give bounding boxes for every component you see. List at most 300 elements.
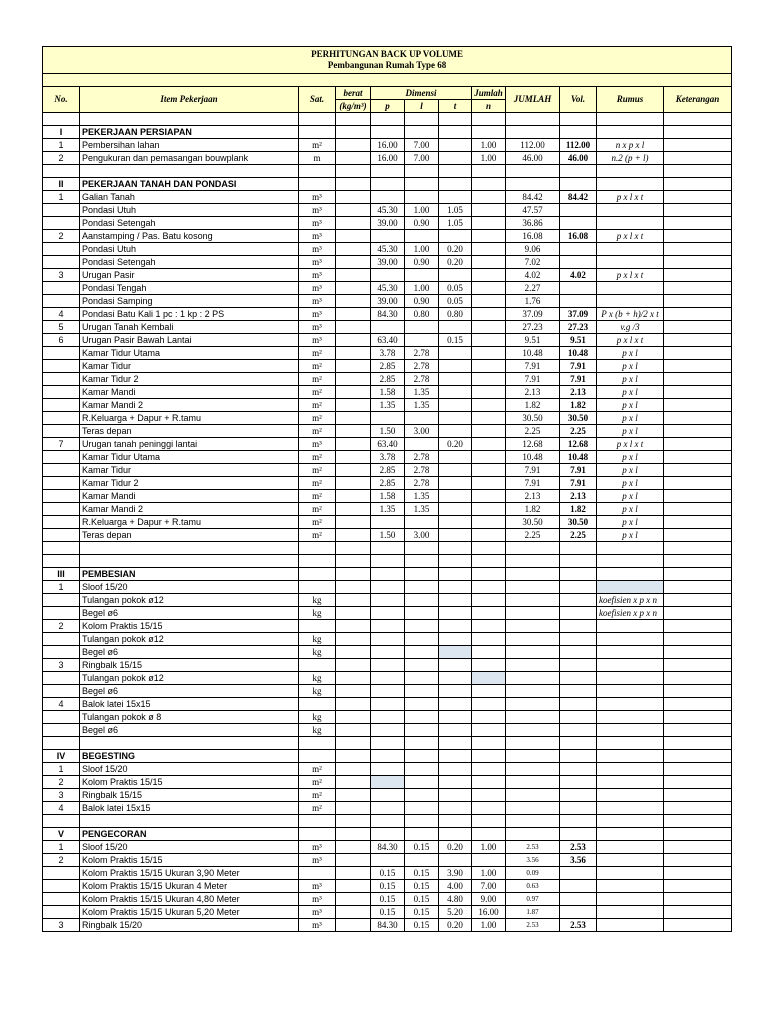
cell-l: 2.78: [405, 451, 439, 464]
cell-vol: [560, 724, 597, 737]
cell-n: 7.00: [472, 880, 506, 893]
cell-sat: m²: [299, 763, 336, 776]
cell-rumus: [597, 685, 664, 698]
cell-keterangan: [664, 269, 732, 282]
cell-no: [43, 724, 80, 737]
cell-jumlah: 7.91: [506, 464, 560, 477]
cell-berat: [336, 633, 371, 646]
cell-t: 0.05: [439, 282, 472, 295]
cell-l: 2.78: [405, 373, 439, 386]
table-row: [43, 672, 732, 685]
cell-sat: kg: [299, 594, 336, 607]
cell-t: [439, 581, 472, 594]
cell-vol: [560, 256, 597, 269]
cell-sat: [299, 178, 336, 191]
cell-item: Kamar Mandi 2: [80, 503, 299, 516]
cell-item: Kolom Praktis 15/15 Ukuran 4,80 Meter: [80, 893, 299, 906]
cell-n: [472, 308, 506, 321]
cell-jumlah: [506, 113, 560, 126]
cell-l: 2.78: [405, 477, 439, 490]
table-row: [43, 594, 732, 607]
cell-t: [439, 126, 472, 139]
cell-berat: [336, 880, 371, 893]
cell-p: [371, 737, 405, 750]
cell-l: [405, 646, 439, 659]
cell-keterangan: [664, 607, 732, 620]
cell-keterangan: [664, 399, 732, 412]
cell-p: [371, 126, 405, 139]
cell-n: [472, 191, 506, 204]
cell-item: Sloof 15/20: [80, 581, 299, 594]
cell-p: 3.78: [371, 347, 405, 360]
cell-l: [405, 711, 439, 724]
cell-keterangan: [664, 152, 732, 165]
cell-sat: m²: [299, 477, 336, 490]
table-row: [43, 841, 732, 854]
cell-rumus: [597, 282, 664, 295]
cell-no: 2: [43, 776, 80, 789]
spacer-row: [43, 555, 732, 568]
cell-keterangan: [664, 815, 732, 828]
cell-p: [371, 178, 405, 191]
cell-berat: [336, 152, 371, 165]
cell-no: [43, 594, 80, 607]
table-row: [43, 334, 732, 347]
cell-p: 84.30: [371, 841, 405, 854]
cell-jumlah: 10.48: [506, 347, 560, 360]
cell-vol: 30.50: [560, 516, 597, 529]
cell-rumus: n.2 (p + l): [597, 152, 664, 165]
cell-berat: [336, 516, 371, 529]
cell-sat: [299, 828, 336, 841]
cell-item: [80, 113, 299, 126]
section-row: [43, 126, 732, 139]
cell-berat: [336, 269, 371, 282]
cell-item: Urugan tanah peninggi lantai: [80, 438, 299, 451]
cell-l: [405, 594, 439, 607]
cell-n: [472, 750, 506, 763]
cell-no: 3: [43, 659, 80, 672]
table-row: [43, 217, 732, 230]
cell-vol: [560, 594, 597, 607]
cell-t: [439, 672, 472, 685]
cell-sat: m³: [299, 321, 336, 334]
cell-p: [371, 191, 405, 204]
cell-l: [405, 581, 439, 594]
cell-item: Sloof 15/20: [80, 763, 299, 776]
header-sat: Sat.: [299, 87, 336, 113]
cell-jumlah: 36.86: [506, 217, 560, 230]
cell-item: Pondasi Utuh: [80, 243, 299, 256]
cell-keterangan: [664, 646, 732, 659]
cell-keterangan: [664, 230, 732, 243]
cell-berat: [336, 165, 371, 178]
cell-n: [472, 230, 506, 243]
cell-t: 0.20: [439, 438, 472, 451]
cell-l: [405, 763, 439, 776]
cell-item: [80, 165, 299, 178]
cell-p: [371, 607, 405, 620]
cell-item: Balok latei 15x15: [80, 698, 299, 711]
cell-item: Pembersihan lahan: [80, 139, 299, 152]
cell-vol: 84.42: [560, 191, 597, 204]
cell-n: [472, 295, 506, 308]
cell-item: R.Keluarga + Dapur + R.tamu: [80, 412, 299, 425]
cell-t: 1.05: [439, 217, 472, 230]
cell-keterangan: [664, 906, 732, 919]
cell-keterangan: [664, 763, 732, 776]
cell-no: 4: [43, 308, 80, 321]
cell-berat: [336, 321, 371, 334]
cell-jumlah: [506, 581, 560, 594]
cell-t: [439, 347, 472, 360]
cell-vol: [560, 828, 597, 841]
cell-berat: [336, 204, 371, 217]
cell-t: [439, 503, 472, 516]
cell-vol: 27.23: [560, 321, 597, 334]
cell-jumlah: [506, 750, 560, 763]
cell-sat: m²: [299, 425, 336, 438]
cell-l: [405, 789, 439, 802]
cell-no: 1: [43, 581, 80, 594]
cell-t: [439, 568, 472, 581]
cell-jumlah: 2.53: [506, 841, 560, 854]
cell-rumus: p x l: [597, 360, 664, 373]
cell-keterangan: [664, 178, 732, 191]
cell-berat: [336, 815, 371, 828]
cell-l: [405, 516, 439, 529]
cell-keterangan: [664, 256, 732, 269]
cell-n: [472, 282, 506, 295]
cell-rumus: p x l: [597, 477, 664, 490]
cell-p: 0.15: [371, 893, 405, 906]
cell-jumlah: [506, 633, 560, 646]
cell-vol: 30.50: [560, 412, 597, 425]
cell-vol: 7.91: [560, 360, 597, 373]
cell-jumlah: [506, 594, 560, 607]
cell-sat: m³: [299, 256, 336, 269]
cell-no: 6: [43, 334, 80, 347]
cell-l: 1.00: [405, 204, 439, 217]
cell-n: [472, 464, 506, 477]
cell-jumlah: 1.76: [506, 295, 560, 308]
cell-item: BEGESTING: [80, 750, 299, 763]
cell-l: 0.15: [405, 867, 439, 880]
cell-vol: [560, 815, 597, 828]
cell-t: [439, 802, 472, 815]
cell-rumus: P x (b + h)/2 x t: [597, 308, 664, 321]
table-row: [43, 776, 732, 789]
table-row: [43, 191, 732, 204]
cell-p: [371, 828, 405, 841]
cell-rumus: [597, 165, 664, 178]
cell-no: 2: [43, 152, 80, 165]
cell-l: [405, 724, 439, 737]
cell-no: [43, 412, 80, 425]
cell-l: 0.90: [405, 256, 439, 269]
cell-sat: m³: [299, 438, 336, 451]
header-berat-unit: (kg/m³): [336, 100, 371, 113]
cell-n: [472, 724, 506, 737]
cell-vol: [560, 126, 597, 139]
cell-jumlah: 3.56: [506, 854, 560, 867]
cell-no: [43, 906, 80, 919]
cell-sat: m²: [299, 789, 336, 802]
cell-l: 2.78: [405, 464, 439, 477]
cell-t: [439, 555, 472, 568]
cell-berat: [336, 412, 371, 425]
cell-vol: 112.00: [560, 139, 597, 152]
table-row: [43, 230, 732, 243]
cell-t: [439, 152, 472, 165]
cell-jumlah: [506, 802, 560, 815]
cell-jumlah: 1.82: [506, 399, 560, 412]
cell-vol: [560, 789, 597, 802]
cell-l: [405, 191, 439, 204]
cell-l: 0.15: [405, 841, 439, 854]
cell-n: [472, 399, 506, 412]
cell-jumlah: 7.91: [506, 360, 560, 373]
cell-jumlah: 0.97: [506, 893, 560, 906]
cell-no: 1: [43, 763, 80, 776]
cell-no: II: [43, 178, 80, 191]
cell-item: Kolom Praktis 15/15: [80, 776, 299, 789]
cell-no: [43, 503, 80, 516]
cell-no: [43, 815, 80, 828]
cell-l: 2.78: [405, 360, 439, 373]
cell-t: 0.20: [439, 243, 472, 256]
cell-keterangan: [664, 685, 732, 698]
cell-berat: [336, 230, 371, 243]
cell-no: 3: [43, 269, 80, 282]
cell-vol: 46.00: [560, 152, 597, 165]
cell-vol: 7.91: [560, 464, 597, 477]
cell-sat: [299, 620, 336, 633]
cell-sat: m³: [299, 841, 336, 854]
cell-rumus: [597, 698, 664, 711]
cell-jumlah: 4.02: [506, 269, 560, 282]
cell-item: Kamar Mandi: [80, 386, 299, 399]
cell-t: [439, 828, 472, 841]
cell-rumus: [597, 750, 664, 763]
table-row: [43, 529, 732, 542]
cell-l: [405, 854, 439, 867]
cell-sat: m³: [299, 230, 336, 243]
cell-item: Pondasi Setengah: [80, 217, 299, 230]
cell-n: [472, 386, 506, 399]
cell-n: [472, 412, 506, 425]
cell-item: Pengukuran dan pemasangan bouwplank: [80, 152, 299, 165]
cell-rumus: [597, 581, 664, 594]
table-row: [43, 685, 732, 698]
cell-rumus: [597, 620, 664, 633]
cell-jumlah: 0.63: [506, 880, 560, 893]
cell-no: [43, 672, 80, 685]
cell-rumus: [597, 867, 664, 880]
cell-keterangan: [664, 789, 732, 802]
cell-t: [439, 542, 472, 555]
cell-item: Balok latei 15x15: [80, 802, 299, 815]
cell-jumlah: 112.00: [506, 139, 560, 152]
cell-vol: [560, 867, 597, 880]
cell-t: [439, 529, 472, 542]
cell-sat: m²: [299, 503, 336, 516]
cell-l: [405, 568, 439, 581]
cell-keterangan: [664, 854, 732, 867]
cell-vol: 10.48: [560, 347, 597, 360]
cell-no: [43, 295, 80, 308]
table-row: [43, 347, 732, 360]
table-row: [43, 282, 732, 295]
cell-sat: [299, 659, 336, 672]
cell-p: 3.78: [371, 451, 405, 464]
cell-rumus: p x l: [597, 425, 664, 438]
cell-l: [405, 178, 439, 191]
cell-no: [43, 685, 80, 698]
cell-sat: m³: [299, 217, 336, 230]
cell-n: 9.00: [472, 893, 506, 906]
cell-t: 1.05: [439, 204, 472, 217]
cell-sat: [299, 750, 336, 763]
cell-n: [472, 607, 506, 620]
cell-berat: [336, 867, 371, 880]
cell-vol: 9.51: [560, 334, 597, 347]
cell-n: 1.00: [472, 841, 506, 854]
cell-no: 2: [43, 620, 80, 633]
cell-p: 45.30: [371, 243, 405, 256]
cell-vol: [560, 633, 597, 646]
cell-sat: kg: [299, 711, 336, 724]
cell-p: 1.50: [371, 529, 405, 542]
cell-t: 0.20: [439, 841, 472, 854]
cell-item: Ringbalk 15/15: [80, 659, 299, 672]
cell-l: [405, 750, 439, 763]
cell-no: [43, 880, 80, 893]
cell-rumus: [597, 919, 664, 932]
cell-p: 2.85: [371, 464, 405, 477]
cell-berat: [336, 503, 371, 516]
cell-p: [371, 815, 405, 828]
cell-item: Teras depan: [80, 529, 299, 542]
cell-t: [439, 321, 472, 334]
cell-vol: [560, 555, 597, 568]
cell-item: PEKERJAAN PERSIAPAN: [80, 126, 299, 139]
header-rumus: Rumus: [597, 87, 664, 113]
table-row: [43, 880, 732, 893]
cell-jumlah: [506, 607, 560, 620]
cell-sat: m³: [299, 295, 336, 308]
cell-item: Ringbalk 15/20: [80, 919, 299, 932]
cell-l: [405, 698, 439, 711]
table-row: [43, 893, 732, 906]
cell-n: [472, 594, 506, 607]
cell-item: Kamar Tidur: [80, 464, 299, 477]
cell-p: [371, 269, 405, 282]
cell-vol: [560, 282, 597, 295]
cell-keterangan: [664, 893, 732, 906]
cell-t: [439, 386, 472, 399]
section-row: [43, 178, 732, 191]
cell-sat: m³: [299, 919, 336, 932]
cell-rumus: v.g /3: [597, 321, 664, 334]
cell-jumlah: 7.91: [506, 477, 560, 490]
cell-t: [439, 737, 472, 750]
spacer-row: [43, 113, 732, 126]
cell-berat: [336, 295, 371, 308]
cell-t: [439, 685, 472, 698]
cell-vol: [560, 659, 597, 672]
table-row: [43, 503, 732, 516]
cell-sat: m²: [299, 360, 336, 373]
cell-sat: [299, 555, 336, 568]
cell-keterangan: [664, 412, 732, 425]
cell-no: 2: [43, 230, 80, 243]
cell-sat: m²: [299, 464, 336, 477]
cell-berat: [336, 529, 371, 542]
cell-berat: [336, 906, 371, 919]
cell-sat: [299, 737, 336, 750]
cell-item: PENGECORAN: [80, 828, 299, 841]
cell-vol: [560, 607, 597, 620]
cell-n: [472, 646, 506, 659]
section-row: [43, 568, 732, 581]
cell-l: 1.35: [405, 503, 439, 516]
cell-berat: [336, 750, 371, 763]
cell-no: IV: [43, 750, 80, 763]
table-row: [43, 802, 732, 815]
cell-p: 0.15: [371, 867, 405, 880]
cell-no: [43, 204, 80, 217]
cell-keterangan: [664, 126, 732, 139]
cell-keterangan: [664, 490, 732, 503]
cell-no: [43, 217, 80, 230]
cell-l: [405, 113, 439, 126]
cell-berat: [336, 347, 371, 360]
cell-l: 1.35: [405, 490, 439, 503]
cell-vol: [560, 113, 597, 126]
cell-l: [405, 126, 439, 139]
cell-n: [472, 542, 506, 555]
cell-n: [472, 828, 506, 841]
cell-keterangan: [664, 555, 732, 568]
cell-vol: [560, 880, 597, 893]
table-row: [43, 139, 732, 152]
cell-keterangan: [664, 568, 732, 581]
cell-no: 1: [43, 191, 80, 204]
cell-jumlah: 47.57: [506, 204, 560, 217]
cell-n: [472, 178, 506, 191]
cell-n: [472, 347, 506, 360]
cell-berat: [336, 659, 371, 672]
cell-keterangan: [664, 295, 732, 308]
cell-sat: m³: [299, 282, 336, 295]
cell-no: 3: [43, 789, 80, 802]
cell-t: [439, 412, 472, 425]
cell-n: [472, 217, 506, 230]
cell-item: Teras depan: [80, 425, 299, 438]
table-row: [43, 386, 732, 399]
cell-rumus: p x l: [597, 451, 664, 464]
cell-berat: [336, 711, 371, 724]
cell-keterangan: [664, 243, 732, 256]
spacer-row: [43, 815, 732, 828]
cell-n: 1.00: [472, 867, 506, 880]
cell-t: [439, 477, 472, 490]
cell-p: 0.15: [371, 906, 405, 919]
cell-vol: 7.91: [560, 373, 597, 386]
cell-item: Begel ø6: [80, 607, 299, 620]
cell-n: [472, 425, 506, 438]
